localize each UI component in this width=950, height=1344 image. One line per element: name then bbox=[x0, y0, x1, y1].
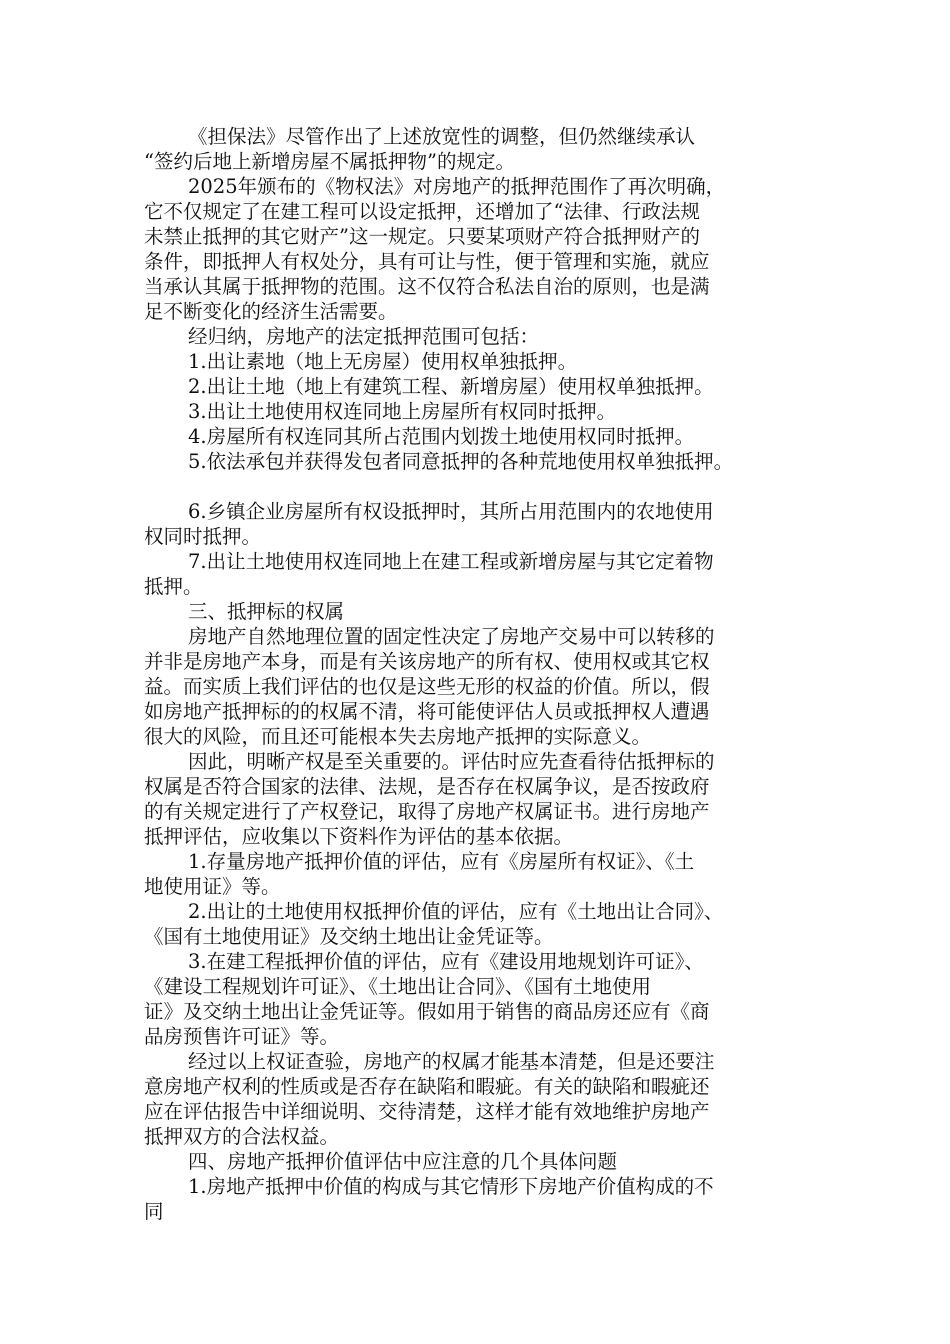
paragraph-line: 抵押双方的合法权益。 bbox=[144, 1125, 340, 1148]
paragraph-line: 抵押。 bbox=[144, 575, 203, 598]
paragraph-line: 很大的风险，而且还可能根本失去房地产抵押的实际意义。 bbox=[144, 725, 652, 748]
list-item: 7.出让土地使用权连同地上在建工程或新增房屋与其它定着物 bbox=[188, 550, 714, 573]
paragraph-line: 《建设工程规划许可证》、《土地出让合同》、《国有土地使用 bbox=[144, 975, 652, 998]
paragraph-line: 2025年颁布的《物权法》对房地产的抵押范围作了再次明确， bbox=[188, 175, 726, 198]
blank-line bbox=[144, 474, 808, 499]
list-item: 6.乡镇企业房屋所有权设抵押时，其所占用范围内的农地使用 bbox=[188, 500, 714, 523]
paragraph-line: 当承认其属于抵押物的范围。这不仅符合私法自治的原则，也是满 bbox=[144, 275, 710, 298]
list-item: 3.出让土地使用权连同地上房屋所有权同时抵押。 bbox=[188, 400, 617, 423]
paragraph-line: “签约后地上新增房屋不属抵押物”的规定。 bbox=[144, 150, 515, 173]
paragraph-line: 益。而实质上我们评估的也仅是这些无形的权益的价值。所以，假 bbox=[144, 675, 710, 698]
list-item: 1.存量房地产抵押价值的评估，应有《房屋所有权证》、《土 bbox=[188, 850, 695, 873]
paragraph-line: 并非是房地产本身，而是有关该房地产的所有权、使用权或其它权 bbox=[144, 650, 710, 673]
paragraph-line: 意房地产权利的性质或是否存在缺陷和暇疵。有关的缺陷和暇疵还 bbox=[144, 1075, 710, 1098]
document-body bbox=[144, 124, 808, 1224]
paragraph-line: 如房地产抵押标的的权属不清，将可能使评估人员或抵押权人遭遇 bbox=[144, 700, 710, 723]
paragraph-line: 权属是否符合国家的法律、法规，是否存在权属争议，是否按政府 bbox=[144, 775, 710, 798]
list-item: 5.依法承包并获得发包者同意抵押的各种荒地使用权单独抵押。 bbox=[188, 450, 734, 473]
list-item: 2.出让土地（地上有建筑工程、新增房屋）使用权单独抵押。 bbox=[188, 375, 714, 398]
paragraph-line: 房地产自然地理位置的固定性决定了房地产交易中可以转移的 bbox=[188, 625, 715, 648]
paragraph-line: 品房预售许可证》等。 bbox=[144, 1025, 340, 1048]
paragraph-line: 证》及交纳土地出让金凭证等。假如用于销售的商品房还应有《商 bbox=[144, 1000, 710, 1023]
paragraph-line: 权同时抵押。 bbox=[144, 525, 262, 548]
paragraph-line: 《担保法》尽管作出了上述放宽性的调整，但仍然继续承认 bbox=[188, 125, 696, 148]
list-item: 1.出让素地（地上无房屋）使用权单独抵押。 bbox=[188, 350, 578, 373]
paragraph-line: 因此，明晰产权是至关重要的。评估时应先查看待估抵押标的 bbox=[188, 750, 715, 773]
paragraph-line: 地使用证》等。 bbox=[144, 875, 281, 898]
paragraph-line: 应在评估报告中详细说明、交待清楚，这样才能有效地维护房地产 bbox=[144, 1100, 710, 1123]
paragraph-line: 条件，即抵押人有权处分，具有可让与性，便于管理和实施，就应 bbox=[144, 250, 710, 273]
list-item: 4.房屋所有权连同其所占范围内划拨土地使用权同时抵押。 bbox=[188, 425, 695, 448]
section-heading: 三、抵押标的权属 bbox=[188, 600, 345, 623]
paragraph-line: 的有关规定进行了产权登记，取得了房地产权属证书。进行房地产 bbox=[144, 800, 710, 823]
paragraph-line: 足不断变化的经济生活需要。 bbox=[144, 300, 398, 323]
paragraph-line: 抵押评估，应收集以下资料作为评估的基本依据。 bbox=[144, 825, 574, 848]
paragraph-line: 经归纳，房地产的法定抵押范围可包括： bbox=[188, 325, 540, 348]
list-item: 3.在建工程抵押价值的评估，应有《建设用地规划许可证》、 bbox=[188, 950, 704, 973]
list-item: 1.房地产抵押中价值的构成与其它情形下房地产价值构成的不 bbox=[188, 1175, 714, 1198]
paragraph-line: 《国有土地使用证》及交纳土地出让金凭证等。 bbox=[144, 925, 554, 948]
paragraph-line: 未禁止抵押的其它财产”这一规定。只要某项财产符合抵押财产的 bbox=[144, 225, 700, 248]
section-heading: 四、房地产抵押价值评估中应注意的几个具体问题 bbox=[188, 1150, 618, 1173]
paragraph-line: 经过以上权证查验，房地产的权属才能基本清楚，但是还要注 bbox=[188, 1050, 715, 1073]
list-item: 2.出让的土地使用权抵押价值的评估，应有《土地出让合同》、 bbox=[188, 900, 724, 923]
paragraph-line: 同 bbox=[144, 1200, 164, 1223]
paragraph-line: 它不仅规定了在建工程可以设定抵押，还增加了“法律、行政法规 bbox=[144, 200, 700, 223]
